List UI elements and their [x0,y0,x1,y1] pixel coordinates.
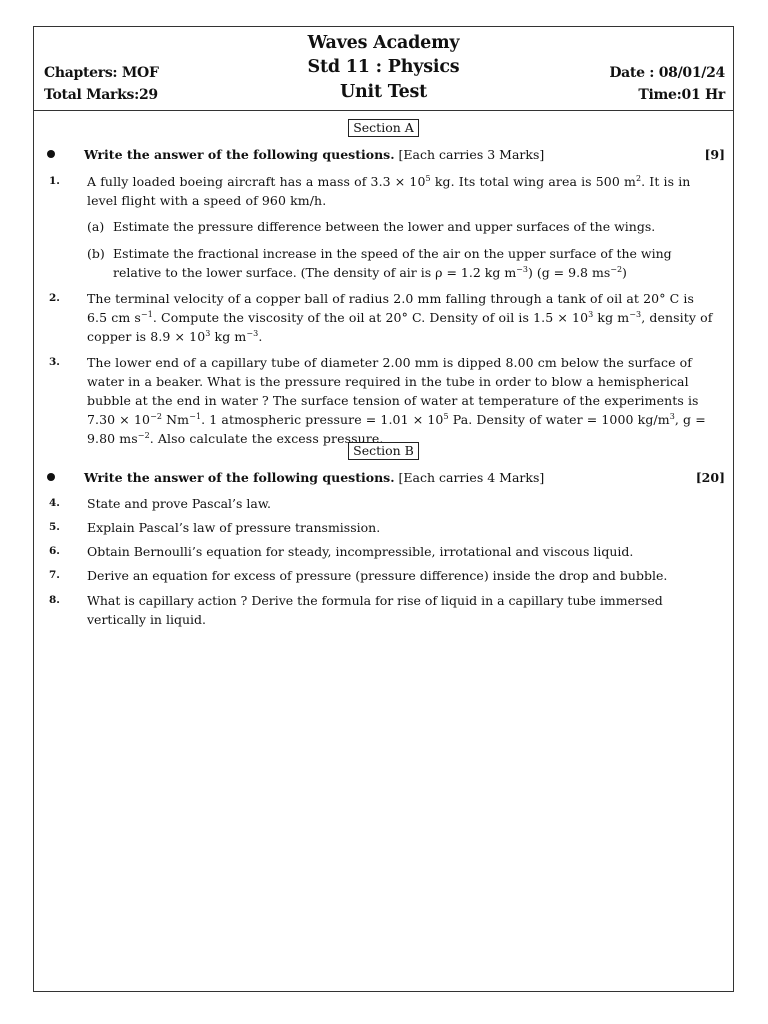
question-1: 1. A fully loaded boeing aircraft has a mass of $3.3 \times 10^5$ kg. Its total wing area is 500 $m^2$. It is in level flight with a speed of 960 km/h. [49,173,691,208]
question-2: 2. The terminal velocity of a copper ball of radius 2.0 mm falling through a tank of oil at 20° C is 6.5 cm $s^{-1}$. Compute the viscosity of the oil at 20° C. Density of oil is $1.5 \times 10^3$ kg $m^{-3}$, density of copper is $8.9 \times 10^3$ kg $m^{-3}$. [49,291,713,344]
bullet-icon [47,150,55,158]
question-6: 6. Obtain Bernoulli’s equation for steady, incompressible, irrotational and viscous liquid. [49,544,634,559]
page-frame: Waves Academy Std 11 : Physics Unit Test Chapters: MOF Total Marks:29 Date : 08/01/24 Time:01 Hr Section A Write the answer of the following questions. [Each carries 3 Marks] [9] 1. A fully loaded boeing aircraft has a mass of $3.3 \times 10^5$ kg. Its total wing area is 500 $m^2$. It is in level flight with a speed of 960 km/h. (a) Estimate the pressure difference between the lower and upper surfaces of the wings. (b) Estimate the fractional increase in the speed of the air on the upper surface of the wing relative to the lower surface. (The density of air is ρ = 1.2 kg $m^{-3}$) (g = 9.8 $ms^{-2}$) 2. The terminal velocity of a copper ball of radius 2.0 mm falling through a tank of oil at 20° C is 6.5 cm $s^{-1}$. Compute the viscosity of the oil at 20° C. Density of oil is $1.5 \times 10^3$ kg $m^{-3}$, density of copper is $8.9 \times 10^3$ kg $m^{-3}$. 3. The lower end of a capillary tube of diameter 2.00 mm is dipped 8.00 cm below the surface of water in a beaker. What is the pressure required in the tube in order to blow a hemispherical bubble at the end in water ? The surface tension of water at temperature of the experiments is $7.30 \times 10^{-2}$ $Nm^{-1}$. 1 atmospheric pressure = $1.01 \times 10^5$ Pa. Density of water = 1000 $kg/m^3$, g = 9.80 $ms^{-2}$. Also calculate the excess pressure. Section B Write the answer of the following questions. [Each carries 4 Marks] [20] 4. State and prove Pascal’s law. 5. Explain Pascal’s law of pressure transmission. 6. Obtain Bernoulli’s equation for steady, incompressible, irrotational and viscous liquid. 7. Derive an equation for excess of pressure (pressure difference) inside the drop and bubble. 8. What is capillary action ? Derive the formula for rise of liquid in a capillary tube immersed vertically in liquid. [33,26,734,992]
question-5: 5. Explain Pascal’s law of pressure transmission. [49,520,381,535]
question-7: 7. Derive an equation for excess of pressure (pressure difference) inside the drop and bubble. [49,568,668,583]
question-1b: (b) Estimate the fractional increase in the speed of the air on the upper surface of the wing relative to the lower surface. (The density of air is ρ = 1.2 kg $m^{-3}$) (g = 9.8 $ms^{-2}$) [87,246,672,280]
chapters: Chapters: MOF [44,65,159,81]
bullet-icon [47,473,55,481]
section-a-marks: [9] [704,147,725,162]
school-name: Waves Academy [307,33,460,53]
section-b-marks: [20] [695,470,725,485]
question-8: 8. What is capillary action ? Derive the formula for rise of liquid in a capillary tube immersed vertically in liquid. [49,593,663,627]
test-date: Date : 08/01/24 [609,65,725,81]
section-a-label: Section A [34,119,733,137]
question-3: 3. The lower end of a capillary tube of diameter 2.00 mm is dipped 8.00 cm below the surface of water in a beaker. What is the pressure required in the tube in order to blow a hemispherical bubble at the end in water ? The surface tension of water at temperature of the experiments is $7.30 \times 10^{-2}$ $Nm^{-1}$. 1 atmospheric pressure = $1.01 \times 10^5$ Pa. Density of water = 1000 $kg/m^3$, g = 9.80 $ms^{-2}$. Also calculate the excess pressure. [49,355,706,446]
question-1a: (a) Estimate the pressure difference between the lower and upper surfaces of the wings. [87,219,656,234]
section-b-label: Section B [34,442,733,460]
test-type: Unit Test [339,82,428,102]
test-header [34,27,733,111]
total-marks: Total Marks:29 [44,87,158,103]
question-4: 4. State and prove Pascal’s law. [49,496,272,511]
standard-subject: Std 11 : Physics [307,57,460,77]
test-time: Time:01 Hr [638,87,725,103]
